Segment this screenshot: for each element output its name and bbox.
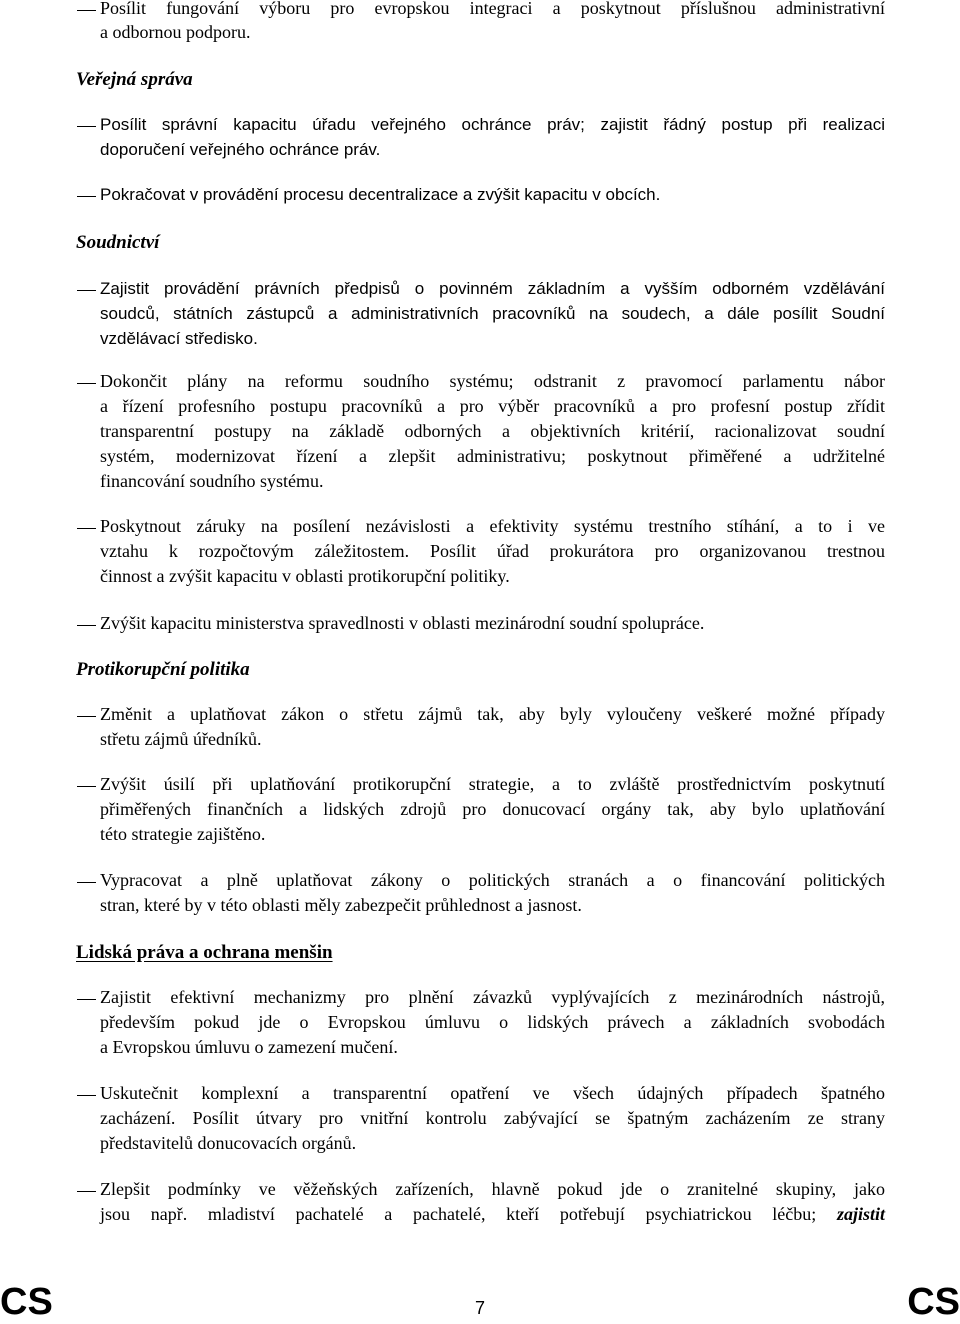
bullet-text-fragment: jsou např. mladiství pachatelé a pachatelé, kteří potřebují psychiatrickou léčbu;	[100, 1204, 817, 1224]
dash-bullet-icon	[77, 882, 96, 883]
bullet-text-line: činnost a zvýšit kapacitu v oblasti protikorupční politiky.	[100, 566, 510, 586]
bullet-text-line: Zajistit provádění právních předpisů o povinném základním a vyšším odborném vzdělávání	[100, 279, 885, 298]
footer-language-code-right: CS	[907, 1281, 960, 1323]
bullet-text-line: Posílit správní kapacitu úřadu veřejného ochránce práv; zajistit řádný postup při realizaci	[100, 115, 885, 134]
bullet-text-line: vzdělávací středisko.	[100, 329, 258, 348]
bullet-text-line: Pokračovat v provádění procesu decentralizace a zvýšit kapacitu v obcích.	[100, 185, 661, 204]
dash-bullet-icon	[77, 10, 96, 11]
bullet-text-line: přiměřených finančních a lidských zdrojů pro donucovací orgány tak, aby bylo uplatňování	[100, 799, 885, 819]
bullet-text-line: stran, které by v této oblasti měly zabezpečit průhlednost a jasnost.	[100, 895, 582, 915]
dash-bullet-icon	[77, 383, 96, 384]
dash-bullet-icon	[77, 196, 96, 197]
dash-bullet-icon	[77, 999, 96, 1000]
footer-language-code-left: CS	[0, 1281, 53, 1323]
bullet-text-line: zacházení. Posílit útvary pro vnitřní kontrolu zabývající se špatným zacházením ze strany	[100, 1108, 885, 1128]
bullet-text-line: a řízení profesního postupu pracovníků a pro výběr pracovníků a pro profesní postup zřídit	[100, 396, 885, 416]
bullet-text-line: a Evropskou úmluvu o zamezení mučení.	[100, 1037, 398, 1057]
bullet-text-line: této strategie zajištěno.	[100, 824, 266, 844]
dash-bullet-icon	[77, 716, 96, 717]
bullet-text-line	[100, 1202, 885, 1227]
bullet-text-line: Vypracovat a plně uplatňovat zákony o politických stranách a o financování politických	[100, 870, 885, 890]
emphasized-word: zajistit	[836, 1204, 885, 1224]
bullet-text-line: představitelů donucovacích orgánů.	[100, 1133, 357, 1153]
dash-bullet-icon	[77, 126, 96, 127]
bullet-text-line: Zlepšit podmínky ve věžeňských zařízeních, hlavně pokud jde o zranitelné skupiny, jako	[100, 1179, 885, 1199]
dash-bullet-icon	[77, 1191, 96, 1192]
bullet-text-line: transparentní postupy na základě odborných a objektivních kritérií, racionalizovat soudní	[100, 421, 885, 441]
bullet-text-line: střetu zájmů úředníků.	[100, 729, 262, 749]
bullet-text-line: soudců, státních zástupců a administrativních pracovníků na soudech, a dále posílit Soudní	[100, 304, 885, 323]
bullet-text-line: Posílit fungování výboru pro evropskou integraci a poskytnout příslušnou administrativní	[100, 0, 885, 18]
section-heading-soudnictvi: Soudnictví	[76, 232, 160, 253]
bullet-text-line: Změnit a uplatňovat zákon o střetu zájmů tak, aby byly vyloučeny veškeré možné případy	[100, 704, 885, 724]
dash-bullet-icon	[77, 1095, 96, 1096]
bullet-text-line: Uskutečnit komplexní a transparentní opatření ve všech údajných případech špatného	[100, 1083, 885, 1103]
bullet-text-line: Zvýšit kapacitu ministerstva spravedlnosti v oblasti mezinárodní soudní spolupráce.	[100, 613, 705, 633]
dash-bullet-icon	[77, 290, 96, 291]
bullet-text-line: Poskytnout záruky na posílení nezávislosti a efektivity systému trestního stíhání, a to i ve	[100, 516, 885, 536]
bullet-text-line: především pokud jde o Evropskou úmluvu o lidských právech a základních svobodách	[100, 1012, 885, 1032]
page-number: 7	[474, 1298, 485, 1318]
dash-bullet-icon	[77, 528, 96, 529]
bullet-text-line: vztahu k rozpočtovým záležitostem. Posílit úřad prokurátora pro organizovanou trestnou	[100, 541, 885, 561]
dash-bullet-icon	[77, 786, 96, 787]
bullet-text-line: financování soudního systému.	[100, 471, 324, 491]
section-heading-protikorupcni-politika: Protikorupční politika	[76, 659, 250, 680]
bullet-text-line: Zajistit efektivní mechanizmy pro plnění závazků vyplývajících z mezinárodních nástrojů,	[100, 987, 885, 1007]
bullet-text-line: doporučení veřejného ochránce práv.	[100, 140, 381, 159]
bullet-text-line: Zvýšit úsilí při uplatňování protikorupční strategie, a to zvláště prostřednictvím poskytnutí	[100, 774, 885, 794]
section-heading-lidska-prava: Lidská práva a ochrana menšin	[76, 942, 333, 963]
section-heading-verejna-sprava: Veřejná správa	[76, 69, 193, 90]
bullet-text-line: Dokončit plány na reformu soudního systému; odstranit z pravomocí parlamentu nábor	[100, 371, 885, 391]
dash-bullet-icon	[77, 625, 96, 626]
bullet-text-line: systém, modernizovat řízení a zlepšit administrativu; poskytnout přiměřené a udržitelné	[100, 446, 885, 466]
bullet-text-line: a odbornou podporu.	[100, 22, 251, 42]
